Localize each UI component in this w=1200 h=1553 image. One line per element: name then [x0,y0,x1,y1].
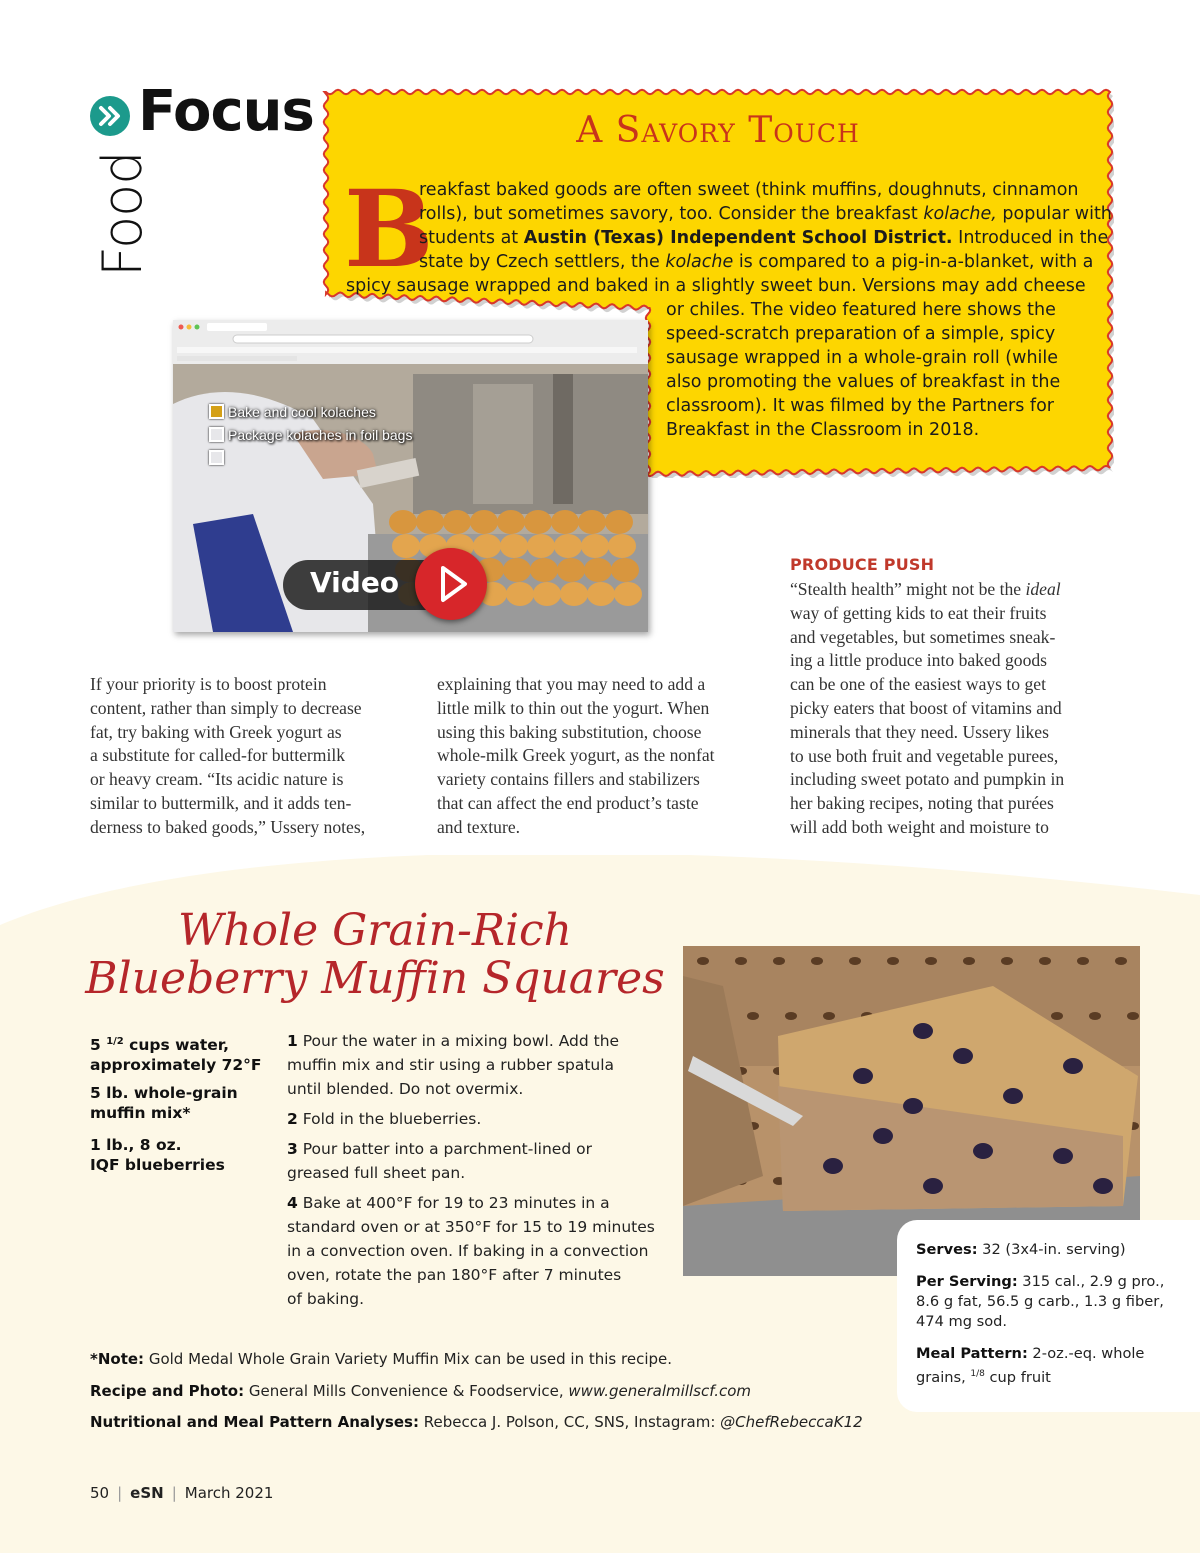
body-column-1 [90,673,365,840]
body-line: whole-milk Greek yogurt, as the nonfat [437,745,715,766]
checklist-item: Package kolaches in foil bags [209,427,412,443]
sidebar-line: Breakfast in the Classroom in 2018. [666,420,980,440]
play-icon [415,548,487,620]
sidebar-line: students at Austin (Texas) Independent School District. Introduced in the [419,228,1109,248]
body-line: can be one of the easiest ways to get [790,674,1046,695]
checklist-item [209,450,228,466]
body-line: and vegetables, but sometimes sneak- [790,626,1056,647]
body-line: ing a little produce into baked goods [790,650,1048,671]
play-button[interactable] [415,548,487,620]
recipe-title-line-2: Blueberry Muffin Squares [85,953,665,1004]
serves: Serves: 32 (3x4-in. serving) [916,1241,1126,1258]
browser-toolbar [173,320,648,365]
dropcap: B [344,166,434,291]
page-footer: 50 | eSN | March 2021 [90,1484,274,1502]
body-line: including sweet potato and pumpkin in [790,769,1065,790]
recipe-step: 2 Fold in the blueberries. [287,1110,482,1128]
ingredient: 5 lb. whole-grain muffin mix* [90,1084,238,1122]
body-line: minerals that they need. Ussery likes [790,721,1049,742]
sidebar-line: sausage wrapped in a whole-grain roll (while [666,348,1059,368]
body-line: picky eaters that boost of vitamins and [790,697,1062,718]
body-line: or heavy cream. “Its acidic nature is [90,769,344,790]
section-title: Focus [138,79,314,144]
video-thumbnail[interactable] [173,320,648,632]
section-word: Food [91,151,154,277]
sidebar-line: spicy sausage wrapped and baked in a slightly sweet bun. Versions may add cheese [346,276,1086,296]
body-column-3 [790,578,1064,840]
body-line: variety contains fillers and stabilizers [437,769,700,790]
sidebar-line: speed-scratch preparation of a simple, spicy [666,324,1056,344]
district-name: Austin (Texas) Independent School District. [523,228,953,248]
body-line: fat, try baking with Greek yogurt as [90,721,342,742]
sidebar-title: A Savory Touch [576,110,860,151]
body-line: to use both fruit and vegetable purees, [790,745,1059,766]
sidebar-line: rolls), but sometimes savory, too. Consider the breakfast kolache, popular with [419,204,1112,224]
body-line: a substitute for called-for buttermilk [90,745,346,766]
recipe-title-line-1: Whole Grain-Rich [177,905,573,956]
recipe-steps [287,1029,655,1317]
step-number: 2 [287,1110,298,1128]
sidebar-line: also promoting the values of breakfast in the [666,372,1061,392]
checklist-item: Bake and cool kolaches [209,404,376,420]
step-number: 3 [287,1140,298,1158]
produce-heading: PRODUCE PUSH [790,555,935,574]
body-line: If your priority is to boost protein [90,674,327,694]
body-line: way of getting kids to eat their fruits [790,602,1047,623]
meal-pattern: Meal Pattern: 2-oz.-eq. whole grains, $^{1/8}$ cup fruit [916,1345,1145,1386]
body-line: derness to baked goods,” Ussery notes, [90,816,366,837]
video-label: Video [310,566,400,599]
ingredient: 1 lb., 8 oz. IQF blueberries [90,1136,225,1174]
sidebar-line: or chiles. The video featured here shows the [666,300,1056,320]
body-line: explaining that you may need to add a [437,674,706,694]
analysis-credit: Nutritional and Meal Pattern Analyses: Rebecca J. Polson, CC, SNS, Instagram: @ChefRebeccaK12 [90,1413,863,1431]
body-line: her baking recipes, noting that purées [790,793,1054,814]
credit-url[interactable]: www.generalmillscf.com [568,1382,752,1400]
issue-date: March 2021 [184,1484,274,1502]
recipe-step: 3 Pour batter into a parchment-lined or greased full sheet pan. [287,1140,592,1182]
publication-name: eSN [130,1484,164,1502]
instagram-handle[interactable]: @ChefRebeccaK12 [720,1413,863,1431]
body-line: using this baking substitution, choose [437,721,702,742]
recipe-step: 1 Pour the water in a mixing bowl. Add the muffin mix and stir using a rubber spatula until blended. Do not overmix. [287,1032,620,1098]
body-line: “Stealth health” might not be the ideal [790,579,1061,599]
body-line: that can affect the end product’s taste [437,792,699,813]
sidebar-line: reakfast baked goods are often sweet (think muffins, doughnuts, cinnamon [419,180,1079,200]
ingredient: 5 $^{1/2}$ cups water, approximately 72°F [90,1036,262,1075]
page-number: 50 [90,1484,110,1502]
step-number: 4 [287,1194,298,1212]
body-line: will add both weight and moisture to [790,816,1049,837]
body-line: similar to buttermilk, and it adds ten- [90,792,352,813]
recipe-note: *Note: Gold Medal Whole Grain Variety Muffin Mix can be used in this recipe. [90,1350,673,1368]
double-chevron-icon [90,96,130,136]
sidebar-line: state by Czech settlers, the kolache is compared to a pig-in-a-blanket, with a [419,252,1094,272]
recipe-credit: Recipe and Photo: General Mills Convenience & Foodservice, www.generalmillscf.com [90,1382,752,1400]
step-number: 1 [287,1032,298,1050]
body-column-2 [437,673,715,840]
sidebar-line: classroom). It was filmed by the Partners for [666,396,1054,416]
body-line: little milk to thin out the yogurt. When [437,697,710,718]
per-serving: Per Serving: 315 cal., 2.9 g pro., 8.6 g fat, 56.5 g carb., 1.3 g fiber, 474 mg sod. [916,1273,1165,1330]
recipe-step: 4 Bake at 400°F for 19 to 23 minutes in a standard oven or at 350°F for 15 to 19 minutes in a convection oven. If baking in a convection oven, rotate the pan 180°F after 7 minutes of baking. [287,1194,655,1308]
body-line: content, rather than simply to decrease [90,697,362,718]
body-line: and texture. [437,816,521,837]
